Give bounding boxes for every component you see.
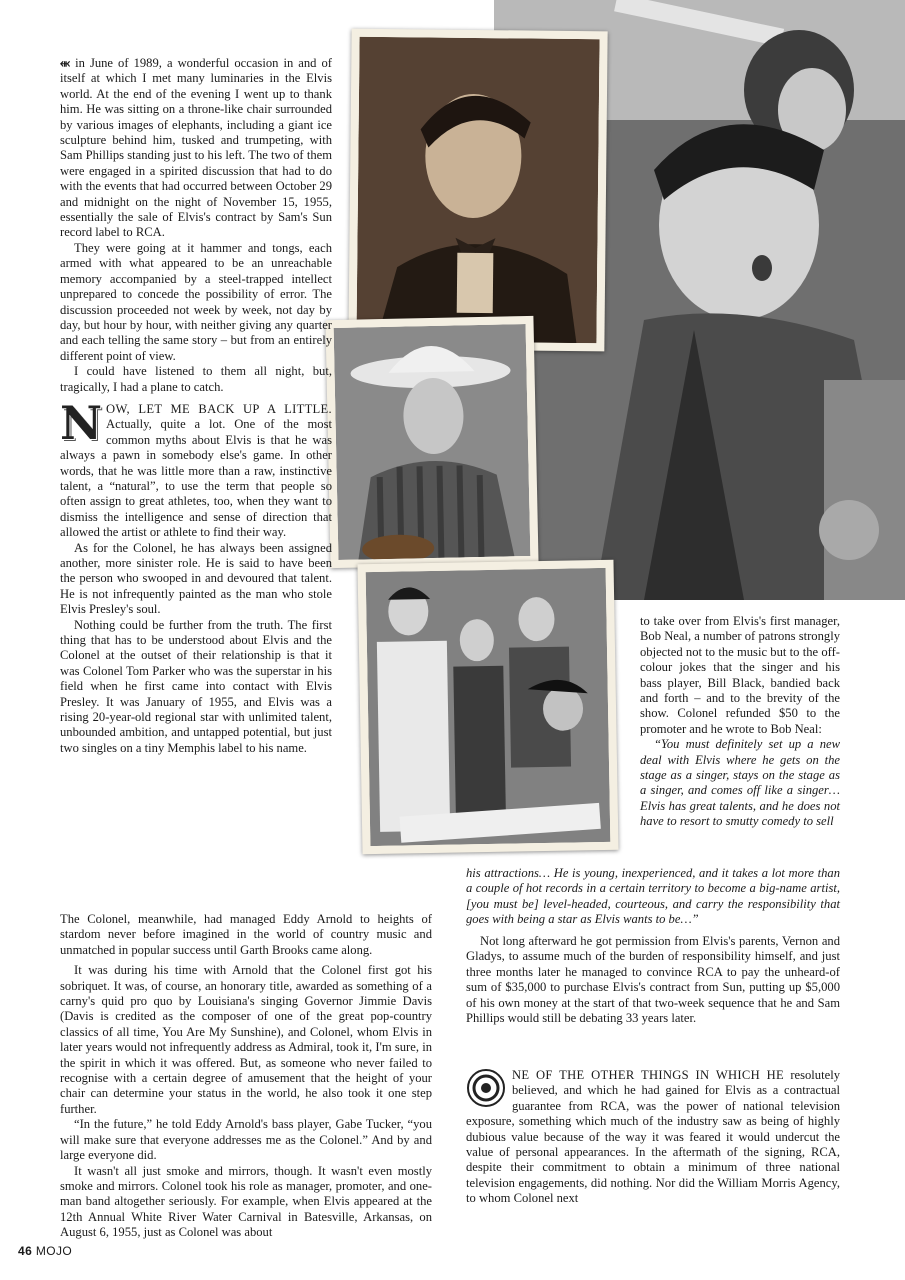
photo-young-man [348, 29, 607, 352]
photo-signing-group-image [366, 568, 611, 846]
photo-signing-group [357, 560, 618, 854]
article-column-left [60, 56, 332, 756]
quote-letter-start: “You must definitely set up a new deal with Elvis where he gets on the stage as a singer, stays on the stage as a singer, and comes off like a singer… Elvis has great talents, and he does not have to resort to smutty comedy to sell [640, 737, 840, 829]
paragraph-truth: Nothing could be further from the truth. The first thing that has to be understood about Elvis and the Colonel at the outset of their relationship is that it was Colonel Tom Parker who was the superstar in his field when he first came into contact with Elvis Presley. It was January of 1955, and Elvis was a rising 20-year-old regional star with unlimited talent, unbounded ambition, and untapped potential, but just two singles on a tiny Memphis label to his name. [60, 617, 332, 755]
lead-in-caps: OW, LET ME BACK UP A LITTLE. [106, 401, 332, 416]
paragraph-hammer-tongs: They were going at it hammer and tongs, each armed with what appeared to be an unreachable memory accompanied by a steel-trapped intellect unprepared to concede the possibility of error. The discussion proceeded not week by week, not day by day, but hour by hour, with neither giving any quarter and each telling the same story – but from an entirely different point of view. [60, 240, 332, 363]
page-footer [18, 1244, 72, 1258]
paragraph-bob-neal: to take over from Elvis's first manager, Bob Neal, a number of patrons strongly objected not to the music but to the off-colour jokes that the singer and his bass player, Bill Black, bandied back and forth – and to the brevity of the show. Colonel refunded $50 to the promoter and he wrote to Bob Neal: [640, 614, 840, 736]
paragraph-eddy-arnold: The Colonel, meanwhile, had managed Eddy Arnold to heights of stardom never before imagined in the world of country music and unmatched in popular success until Garth Brooks came along. [60, 912, 432, 957]
article-column-right-middle [466, 934, 840, 1026]
continuation-arrow-icon: ⬺ [60, 56, 76, 70]
photo-cowboy-image [334, 324, 531, 560]
photo-young-man-image [356, 37, 599, 343]
article-column-right-bottom [466, 1068, 840, 1207]
dropcap-n: N [60, 395, 103, 450]
magazine-name: MOJO [35, 1244, 73, 1258]
photo-cowboy [325, 316, 538, 568]
dropcap-o-ornament [466, 1068, 506, 1108]
paragraph-opening-text: in June of 1989, a wonderful occasion in and of itself at which I met many luminaries in the Elvis world. At the end of the evening I went up to thank him. He was sitting on a throne-like chair surrounded by various images of elephants, including a giant ice sculpture behind him, tusked and trumpeting, with Sam Phillips standing just to his left. The two of them were engaged in a spirited discussion that had to do with the events that had occurred between October 29 and midnight on the night of November 15, 1955, essentially the sale of Elvis's contract by Sam's Sun record label to RCA. [60, 56, 332, 240]
lead-in-caps-o: NE OF THE OTHER THINGS IN WHICH HE [512, 1068, 784, 1082]
paragraph-back-up-text: Actually, quite a lot. One of the most common myths about Elvis is that he was always a pawn in somebody else's game. In other words, that he was little more than a raw, instinctive talent, a “natural”, to use the term that people so often assign to great athletes, too, when they want to dismiss the intelligence and sense of direction that allowed the artist or athlete to find their way. [60, 417, 332, 540]
paragraph-plane: I could have listened to them all night, but, tragically, I had a plane to catch. [60, 364, 332, 394]
article-column-left-bottom [60, 912, 432, 1241]
paragraph-opening [60, 56, 332, 241]
paragraph-back-up [60, 395, 332, 541]
quote-letter-continued: his attractions… He is young, inexperienced, and it takes a lot more than a couple of hot records in a certain territory to become a big-name artist, [you must be] level-headed, courteous, and carry the responsibility that goes with being a star as Elvis wants to be…” [466, 866, 840, 927]
paragraph-permission: Not long afterward he got permission from Elvis's parents, Vernon and Gladys, to assume much of the burden of responsibility himself, and just three months later he managed to convince RCA to pay the unheard-of sum of $35,000 to purchase Elvis's contract from Sun, putting up $5,000 of his own money at the start of that two-week sequence that he and Sam Phillips would still be debating 33 years later. [466, 934, 840, 1026]
article-column-right-narrow [640, 614, 840, 830]
paragraph-television [466, 1068, 840, 1207]
page-number: 46 [18, 1244, 33, 1258]
paragraph-smoke-mirrors: It wasn't all just smoke and mirrors, though. It wasn't even mostly smoke and mirrors. Colonel took his role as manager, promoter, and one-man band altogether seriously. For example, when Elvis appeared at the 12th Annual White River Water Carnival in Batesville, Arkansas, on August 6, 1955, just as Colonel was about [60, 1163, 432, 1240]
paragraph-television-text: resolutely believed, and which he had gained for Elvis as a contractual guarantee from RCA, was the power of national television exposure, something which much of the industry saw as being of highly dubious value because of the way it was feared it would undercut the value of personal appearances. In the aftermath of the signing, RCA, despite their commitment to obtain a minimum of three national television engagements, did nothing. Nor did the William Morris Agency, to whom Colonel next [466, 1068, 840, 1206]
paragraph-sobriquet: It was during his time with Arnold that the Colonel first got his sobriquet. It was, of course, an honorary title, awarded as something of a carny's quid pro quo by Louisiana's singing Governor Jimmie Davis (Davis is credited as the composer of one of the great pop-country classics of all time, You Are My Sunshine), and Colonel, whom Elvis in later years would not infrequently address as Admiral, took it, I'm sure, in the spirit in which it was offered. But, as someone who never failed to recognise with a certain degree of amusement that the height of your chair can determine your status in the world, he also took it one step further. [60, 963, 432, 1116]
paragraph-in-the-future: “In the future,” he told Eddy Arnold's bass player, Gabe Tucker, “you will make sure that everyone addresses me as the Colonel.” And by and large everyone did. [60, 1117, 432, 1163]
paragraph-colonel-role: As for the Colonel, he has always been assigned another, more sinister role. He is said to have been the person who swooped in and devoured that talent. He is not infrequently painted as the man who stole Elvis Presley's soul. [60, 540, 332, 617]
